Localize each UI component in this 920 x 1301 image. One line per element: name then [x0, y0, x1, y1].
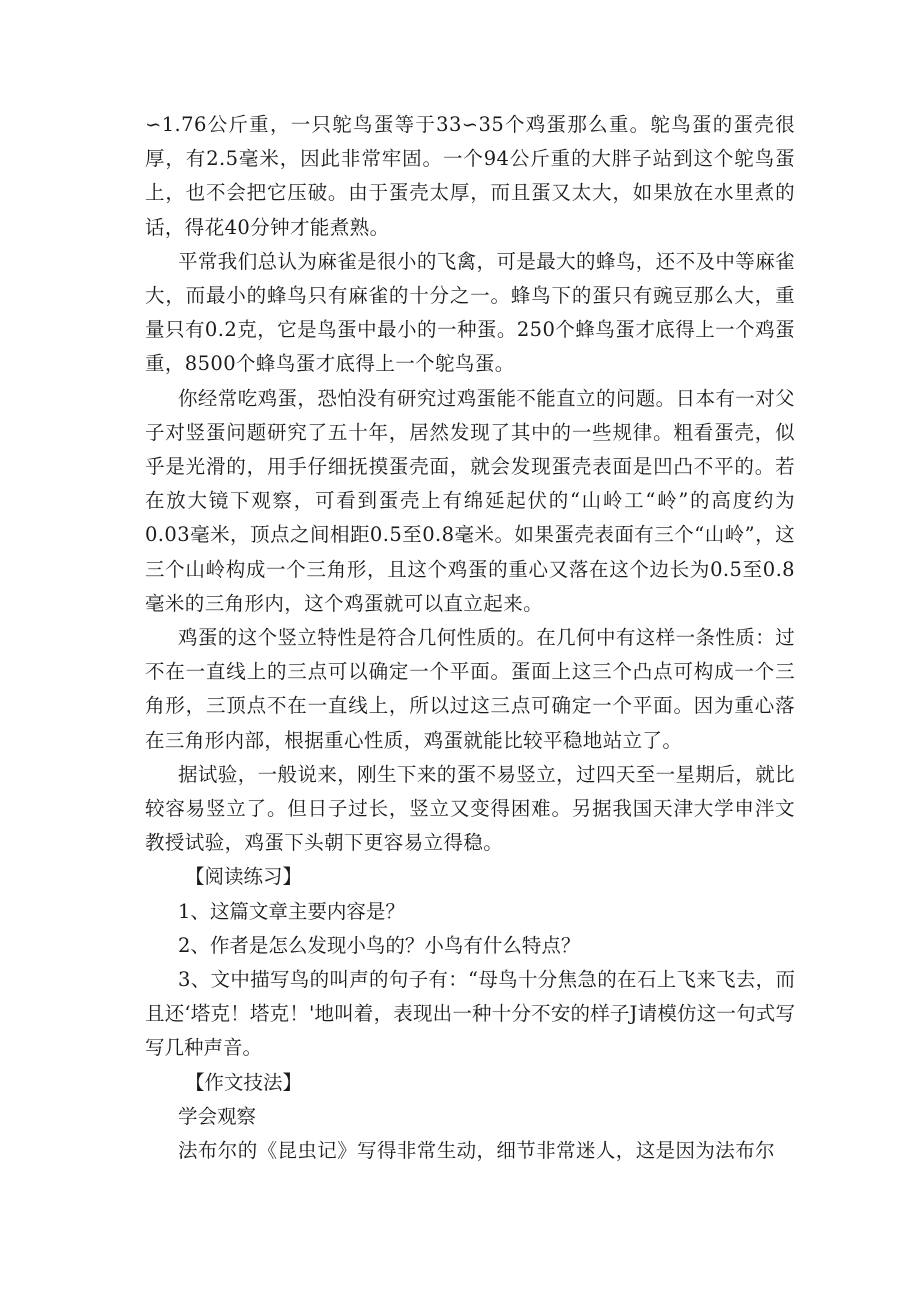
question-1: 1、这篇文章主要内容是？ — [178, 899, 405, 923]
paragraph-experiment: 据试验，一般说来，刚生下来的蛋不易竖立，过四天至一星期后，就比较容易竖立了。但日子过长，竖立又变得困难。另据我国天津大学申泮文教授试验，鸡蛋下头朝下更容易立得稳。 — [145, 762, 795, 855]
writing-paragraph: 法布尔的《昆虫记》写得非常生动，细节非常迷人，这是因为法布尔 — [178, 1139, 776, 1163]
paragraph-geometry: 鸡蛋的这个竖立特性是符合几何性质的。在几何中有这样一条性质：过不在一直线上的三点可以确定一个平面。蛋面上这三个凸点可构成一个三角形，三顶点不在一直线上，所以过这三点可确定一个平面。因为重心落在三角形内部，根据重心性质，鸡蛋就能比较平稳地站立了。 — [145, 626, 795, 752]
writing-subtitle: 学会观察 — [178, 1104, 257, 1128]
writing-technique-heading: 【作文技法】 — [185, 1070, 303, 1094]
question-2: 2、作者是怎么发现小鸟的？小鸟有什么特点？ — [178, 933, 581, 957]
reading-practice-heading: 【阅读练习】 — [185, 865, 303, 889]
paragraph-egg-standing: 你经常吃鸡蛋，恐怕没有研究过鸡蛋能不能直立的问题。日本有一对父子对竖蛋问题研究了五十年，居然发现了其中的一些规律。粗看蛋壳，似乎是光滑的，用手仔细抚摸蛋壳面，就会发现蛋壳表面是凹凸不平的。若在放大镜下观察，可看到蛋壳上有绵延起伏的“山岭工“岭”的高度约为0.03毫米，顶点之间相距0.5至0.8毫米。如果蛋壳表面有三个“山岭”，这三个山岭构成一个三角形，且这个鸡蛋的重心又落在这个边长为0.5至0.8毫米的三角形内，这个鸡蛋就可以直立起来。 — [145, 386, 795, 615]
question-3: 3、文中描写鸟的叫声的句子有：“母鸟十分焦急的在石上飞来飞去，而且还‘塔克！塔克！'地叫着，表现出一种十分不安的样子J请模仿这一句式写写几种声音。 — [145, 968, 795, 1060]
paragraph-ostrich-egg: ∽1.76公斤重，一只鸵鸟蛋等于33∽35个鸡蛋那么重。鸵鸟蛋的蛋壳很厚，有2.5毫米，因此非常牢固。一个94公斤重的大胖子站到这个鸵鸟蛋上，也不会把它压破。由于蛋壳太厚，而且蛋又太大，如果放在水里煮的话，得花40分钟才能煮熟。 — [145, 113, 795, 239]
paragraph-hummingbird-egg: 平常我们总认为麻雀是很小的飞禽，可是最大的蜂鸟，还不及中等麻雀大，而最小的蜂鸟只有麻雀的十分之一。蜂鸟下的蛋只有豌豆那么大，重量只有0.2克，它是鸟蛋中最小的一种蛋。250个蜂鸟蛋才底得上一个鸡蛋重，8500个蜂鸟蛋才底得上一个鸵鸟蛋。 — [145, 249, 795, 376]
document-page — [145, 108, 795, 1168]
